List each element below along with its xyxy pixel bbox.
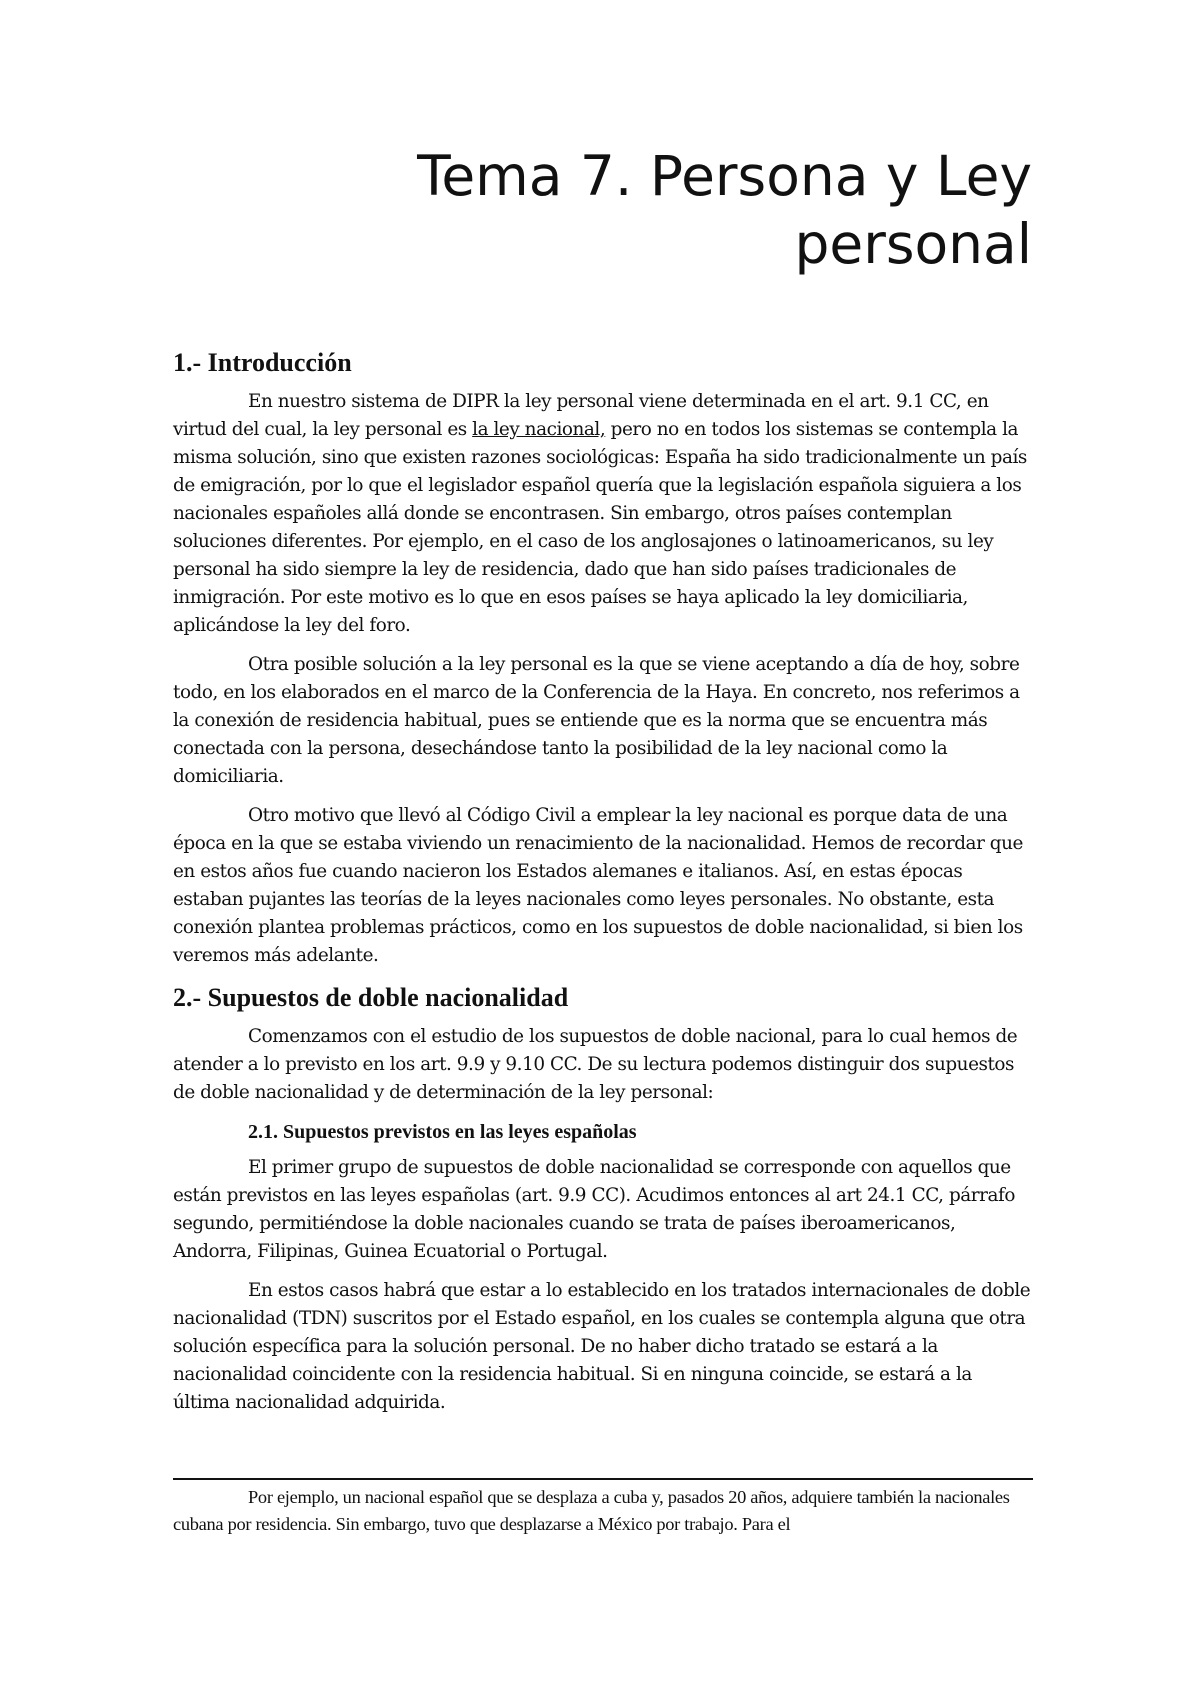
section-heading-introduccion: 1.- Introducción (173, 348, 352, 377)
document-body (173, 346, 1033, 1428)
section-heading-doble-nacionalidad: 2.- Supuestos de doble nacionalidad (173, 983, 569, 1012)
paragraph (173, 388, 1033, 640)
paragraph-text: En nuestro sistema de DIPR la ley personal viene determinada en el art. 9.1 CC, en virtud del cual, la ley personal es (173, 391, 989, 440)
footnote-text: Por ejemplo, un nacional español que se desplaza a cuba y, pasados 20 años, adquiere también la nacionales cubana por residencia. Sin embargo, tuvo que desplazarse a México por trabajo. Para el (173, 1487, 1010, 1534)
paragraph: Otra posible solución a la ley personal es la que se viene aceptando a día de hoy, sobre todo, en los elaborados en el marco de la Conferencia de la Haya. En concreto, nos referimos a la conexión de residencia habitual, pues se entiende que es la norma que se encuentra más conectada con la persona, desechándose tanto la posibilidad de la ley nacional como la domiciliaria. (173, 654, 1020, 787)
paragraph: El primer grupo de supuestos de doble nacionalidad se corresponde con aquellos que están previstos en las leyes españolas (art. 9.9 CC). Acudimos entonces al art 24.1 CC, párrafo segundo, permitiéndose la doble nacionales cuando se trata de países iberoamericanos, Andorra, Filipinas, Guinea Ecuatorial o Portugal. (173, 1157, 1015, 1262)
paragraph-text: pero no en todos los sistemas se contempla la misma solución, sino que existen razones sociológicas: España ha sido tradicionalmente un país de emigración, por lo que el legislador español quería que la legislación española siguiera a los nacionales españoles allá donde se encontrasen. Sin embargo, otros países contemplan soluciones diferentes. Por ejemplo, en el caso de los anglosajones o latinoamericanos, su ley personal ha sido siempre la ley de residencia, dado que han sido países tradicionales de inmigración. Por este motivo es lo que en esos países se haya aplicado la ley domiciliaria, aplicándose la ley del foro. (173, 419, 1027, 636)
footnote (173, 1478, 1033, 1538)
page-title: Tema 7. Persona y Ley personal (417, 144, 1032, 276)
subsection-heading: 2.1. Supuestos previstos en las leyes españolas (248, 1121, 637, 1143)
paragraph: Otro motivo que llevó al Código Civil a emplear la ley nacional es porque data de una época en la que se estaba viviendo un renacimiento de la nacionalidad. Hemos de recordar que en estos años fue cuando nacieron los Estados alemanes e italianos. Así, en estas épocas estaban pujantes las teorías de la leyes nacionales como leyes personales. No obstante, esta conexión plantea problemas prácticos, como en los supuestos de doble nacionalidad, si bien los veremos más adelante. (173, 805, 1023, 966)
footnote-separator (173, 1478, 1033, 1480)
paragraph: Comenzamos con el estudio de los supuestos de doble nacional, para lo cual hemos de atender a lo previsto en los art. 9.9 y 9.10 CC. De su lectura podemos distinguir dos supuestos de doble nacionalidad y de determinación de la ley personal: (173, 1026, 1018, 1103)
underlined-text: la ley nacional, (472, 419, 606, 440)
paragraph: En estos casos habrá que estar a lo establecido en los tratados internacionales de doble nacionalidad (TDN) suscritos por el Estado español, en los cuales se contempla alguna que otra solución específica para la solución personal. De no haber dicho tratado se estará a la nacionalidad coincidente con la residencia habitual. Si en ninguna coincide, se estará a la última nacionalidad adquirida. (173, 1280, 1031, 1413)
